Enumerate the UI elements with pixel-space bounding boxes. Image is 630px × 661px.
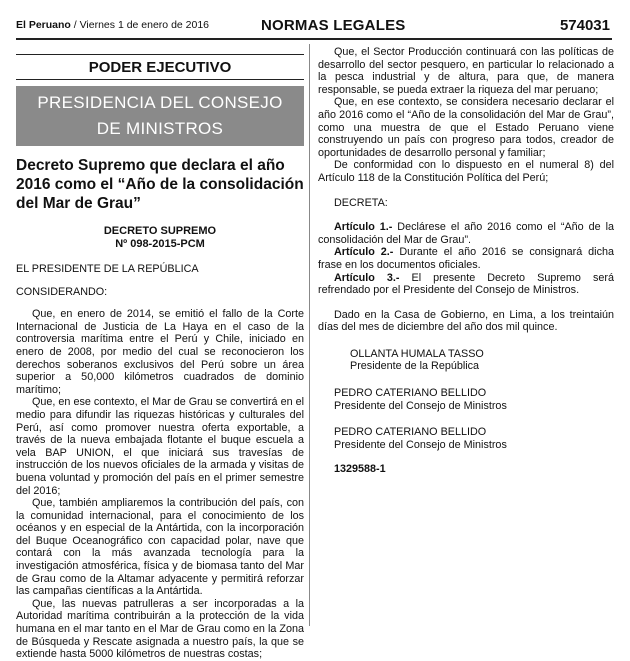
article-1 <box>318 221 614 246</box>
right-paragraph: Que, en ese contexto, se considera necesario declarar el año 2016 como el “Año de la consolidación del Mar de Grau”, como una muestra de que el Estado Peruano viene construyendo un país con progreso para todos, creador de oportunidades de desarrollo personal y familiar; <box>318 96 614 159</box>
left-paragraph: Que, las nuevas patrulleras a ser incorporadas a la Autoridad marítima contribuirán a la protección de la vida humana en el mar tanto en el Mar de Grau como en la Zona de Búsqueda y Rescate asignada a nuestro país, la que se extiende hasta 5000 kilómetros de nuestras costas; <box>16 597 304 661</box>
right-column <box>318 46 614 475</box>
president-line: EL PRESIDENTE DE LA REPÚBLICA <box>16 263 199 275</box>
masthead-rule <box>16 38 612 40</box>
ministry-banner <box>16 86 304 146</box>
masthead-page-number: 574031 <box>559 17 610 34</box>
masthead-section: NORMAS LEGALES <box>261 17 406 34</box>
article-2-text: Durante el año 2016 se consignará dicha frase en los documentos oficiales. <box>318 246 614 271</box>
right-paragraph: Que, el Sector Producción continuará con las políticas de desarrollo del sector pesquero, en particular lo relacionado a la pesca industrial y de altura, para que, de manera responsable, se pueda extraer la riqueza del mar peruano; <box>318 46 614 96</box>
signature-block-1 <box>318 348 614 373</box>
signature-block-3 <box>318 426 614 451</box>
signatory-name: OLLANTA HUMALA TASSO <box>350 347 484 360</box>
left-paragraph: Que, en enero de 2014, se emitió el fallo de la Corte Internacional de Justicia de La Haya en el caso de la controversia marítima entre el Perú y Chile, iniciado en enero de 2008, por medio del cual se reconocieron los derechos soberanos exclusivos del Perú sobre un área superior a 50,000 kilómetros cuadrados de dominio marítimo; <box>16 308 304 396</box>
publication-code: 1329588-1 <box>334 463 386 476</box>
decree-title: Decreto Supremo que declara el año 2016 como el “Año de la consolidación del Mar de Grau” <box>16 157 304 212</box>
left-column <box>16 50 304 661</box>
decree-heading <box>16 225 304 251</box>
column-divider <box>309 44 310 626</box>
left-paragraph: Que, en ese contexto, el Mar de Grau se convertirá en el medio para difundir las riquezas históricas y culturales del Perú, así como promover nuestra oferta exportable, a través de la nueva embajada flotante el buque escuela a vela BAP UNION, el que iniciará sus travesías de instrucción de los nuevos oficiales de la armada y visitas de buena voluntad y promoción del país en el primer semestre del 2016; <box>16 396 304 497</box>
article-2-label: Artículo 2.- <box>334 246 394 259</box>
signature-block-2 <box>318 387 614 412</box>
signatory-role: Presidente de la República <box>350 360 480 373</box>
signatory-name: PEDRO CATERIANO BELLIDO <box>334 426 487 439</box>
publication-date: / Viernes 1 de enero de 2016 <box>70 19 210 31</box>
masthead <box>16 14 612 36</box>
article-3-label: Artículo 3.- <box>334 271 400 284</box>
ministry-line-2: DE MINISTROS <box>96 119 224 138</box>
decree-number: Nº 098-2015-PCM <box>115 238 205 250</box>
considering-label: CONSIDERANDO: <box>16 285 108 298</box>
article-2 <box>318 246 614 271</box>
publication-name: El Peruano <box>16 19 71 31</box>
article-3-text: El presente Decreto Supremo será refrendado por el Presidente del Consejo de Ministros. <box>318 271 614 297</box>
signatory-role: Presidente del Consejo de Ministros <box>334 438 507 451</box>
right-paragraph: De conformidad con lo dispuesto en el numeral 8) del Artículo 118 de la Constitución Política del Perú; <box>318 159 614 184</box>
closing-statement: Dado en la Casa de Gobierno, en Lima, a los treintaiún días del mes de diciembre del año dos mil quince. <box>318 308 614 334</box>
signatory-name: PEDRO CATERIANO BELLIDO <box>334 387 487 400</box>
decree-label: DECRETO SUPREMO <box>103 225 217 237</box>
article-1-label: Artículo 1.- <box>334 221 393 234</box>
section-header: PODER EJECUTIVO <box>16 54 304 80</box>
left-paragraph: Que, también ampliaremos la contribución del país, con la comunidad internacional, para el conocimiento de los océanos y en especial de la Antártida, con la incorporación del Buque Oceanográfico con capacidad polar, nave que contará con la más avanzada tecnología para la investigación atmosférica, física y de biomasa tanto del Mar de Grau como de la Altamar adyacente y permitirá reforzar las campañas científicas a la Antártida. <box>16 497 304 598</box>
article-1-text: Declárese el año 2016 como el “Año de la consolidación del Mar de Grau”. <box>318 221 614 246</box>
ministry-line-1: PRESIDENCIA DEL CONSEJO <box>37 93 283 112</box>
signatory-role: Presidente del Consejo de Ministros <box>334 399 507 412</box>
masthead-publication <box>16 19 209 31</box>
article-3 <box>318 272 614 297</box>
decreta-label: DECRETA: <box>334 196 388 209</box>
